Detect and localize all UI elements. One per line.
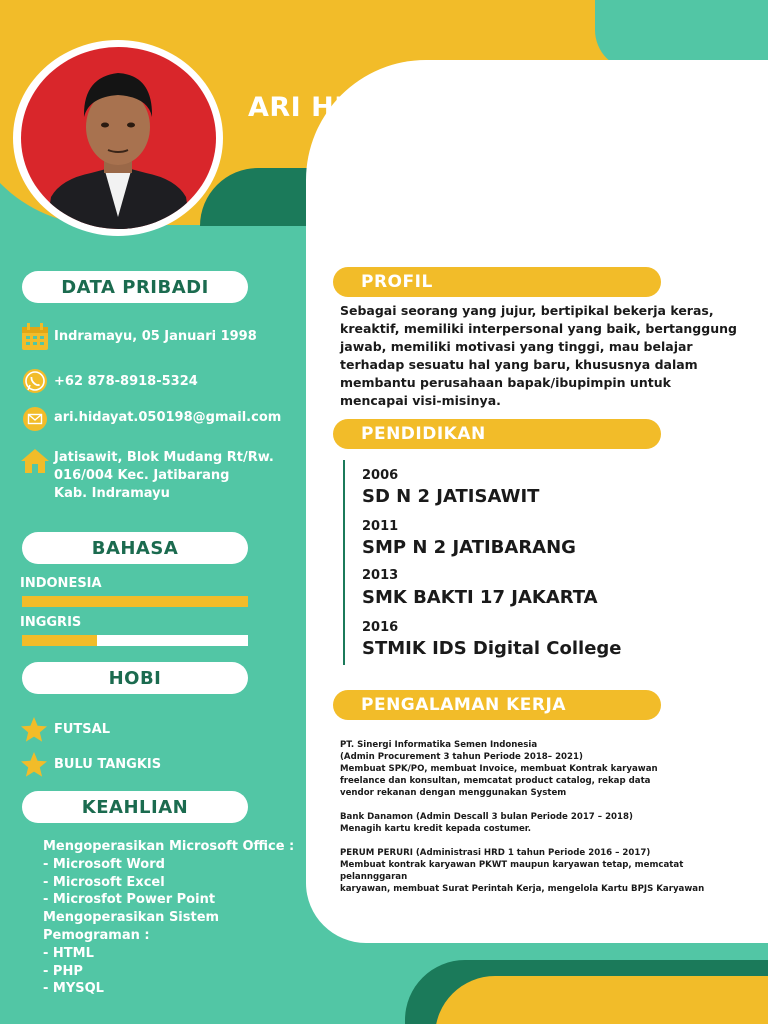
star-icon [20,751,48,778]
education-year: 2016 [362,620,399,635]
profile-photo [21,47,216,229]
language-bar [22,596,248,607]
phone-text[interactable]: +62 878-8918-5324 [54,374,198,389]
section-header-bahasa: BAHASA [22,532,248,564]
contact-email [20,404,281,434]
skill-line: Mengoperasikan Microsoft Office : [43,839,295,854]
skill-line: - Microsfot Power Point [43,892,216,908]
section-header-pendidikan: PENDIDIKAN [333,419,661,449]
profile-line: membantu perusahaan bapak/ibupimpin untuk [340,375,671,390]
language-bar-fill [22,596,248,607]
education-school: SD N 2 JATISAWIT [362,486,540,507]
education-school: SMP N 2 JATIBARANG [362,537,576,558]
skills-list [43,838,294,998]
work-line: Membuat kontrak karyawan PKWT maupun karyawan tetap, memcatat pelannggaran [340,860,684,882]
profile-summary [340,302,740,410]
language-label: INDONESIA [20,576,102,591]
calendar-icon [20,322,50,352]
work-item [340,739,750,799]
language-bar-fill [22,635,97,646]
education-year: 2011 [362,519,399,534]
section-header-keahlian: KEAHLIAN [22,791,248,823]
skill-line: Pemograman : [43,927,150,943]
home-icon [20,446,50,476]
skill-line: - HTML [43,945,94,961]
person-silhouette-icon [21,47,216,229]
birth-text: Indramayu, 05 Januari 1998 [54,329,257,344]
address-line-3: Kab. Indramayu [54,486,170,501]
contact-birth [20,322,257,352]
skill-line: - MYSQL [43,981,104,997]
email-text[interactable]: ari.hidayat.050198@gmail.com [54,410,282,425]
address-line-2: 016/004 Kec. Jatibarang [54,468,230,483]
hobby-label: FUTSAL [54,722,111,737]
email-icon [20,404,50,434]
skill-line: - Microsoft Excel [43,874,165,890]
work-line: vendor rekanan dengan menggunakan System [340,788,567,798]
work-line: Membuat SPK/PO, membuat Invoice, membuat Kontrak karyawan [340,764,658,774]
profile-line: kreaktif, memiliki interpersonal yang baik, bertanggung [340,321,737,336]
section-header-data-pribadi: DATA PRIBADI [22,271,248,303]
work-line: freelance dan konsultan, memcatat product catalog, rekap data [340,776,651,786]
hobby-item [20,716,110,743]
work-item [340,847,750,895]
work-line: Menagih kartu kredit kepada costumer. [340,824,532,834]
education-school: STMIK IDS Digital College [362,638,622,659]
profile-line: terhadap sesuatu hal yang baru, khususnya dalam [340,357,698,372]
hobby-item [20,751,161,778]
work-line: karyawan, membuat Surat Perintah Kerja, mengelola Kartu BPJS Karyawan [340,884,705,894]
work-line: PERUM PERURI (Administrasi HRD 1 tahun Periode 2016 – 2017) [340,848,651,858]
contact-address [20,446,274,503]
skill-line: Mengoperasikan Sistem [43,910,220,926]
whatsapp-icon [20,366,50,396]
work-line: (Admin Procurement 3 tahun Periode 2018– 2021) [340,752,583,762]
work-item [340,811,750,835]
skill-line: - Microsoft Word [43,856,165,872]
section-header-hobi: HOBI [22,662,248,694]
section-header-profil: PROFIL [333,267,661,297]
work-line: Bank Danamon (Admin Descall 3 bulan Periode 2017 – 2018) [340,812,633,822]
language-label: INGGRIS [20,615,82,630]
star-icon [20,716,48,743]
education-school: SMK BAKTI 17 JAKARTA [362,587,598,608]
section-header-pengalaman: PENGALAMAN KERJA [333,690,661,720]
skill-line: - PHP [43,963,83,979]
work-line: PT. Sinergi Informatika Semen Indonesia [340,740,538,750]
hobby-label: BULU TANGKIS [54,757,162,772]
education-year: 2006 [362,468,399,483]
profile-line: mencapai visi-misinya. [340,393,501,408]
address-text [54,449,274,503]
contact-phone [20,366,198,396]
address-line-1: Jatisawit, Blok Mudang Rt/Rw. [54,450,274,465]
work-experience [340,739,750,907]
education-year: 2013 [362,568,399,583]
language-bar [22,635,248,646]
profile-line: jawab, memiliki motivasi yang tinggi, mau belajar [340,339,693,354]
footer-yellow-shape [435,976,768,1024]
person-name: ARI HIDAYAT [248,92,443,123]
education-timeline [343,460,345,665]
profile-line: Sebagai seorang yang jujur, bertipikal bekerja keras, [340,303,714,318]
